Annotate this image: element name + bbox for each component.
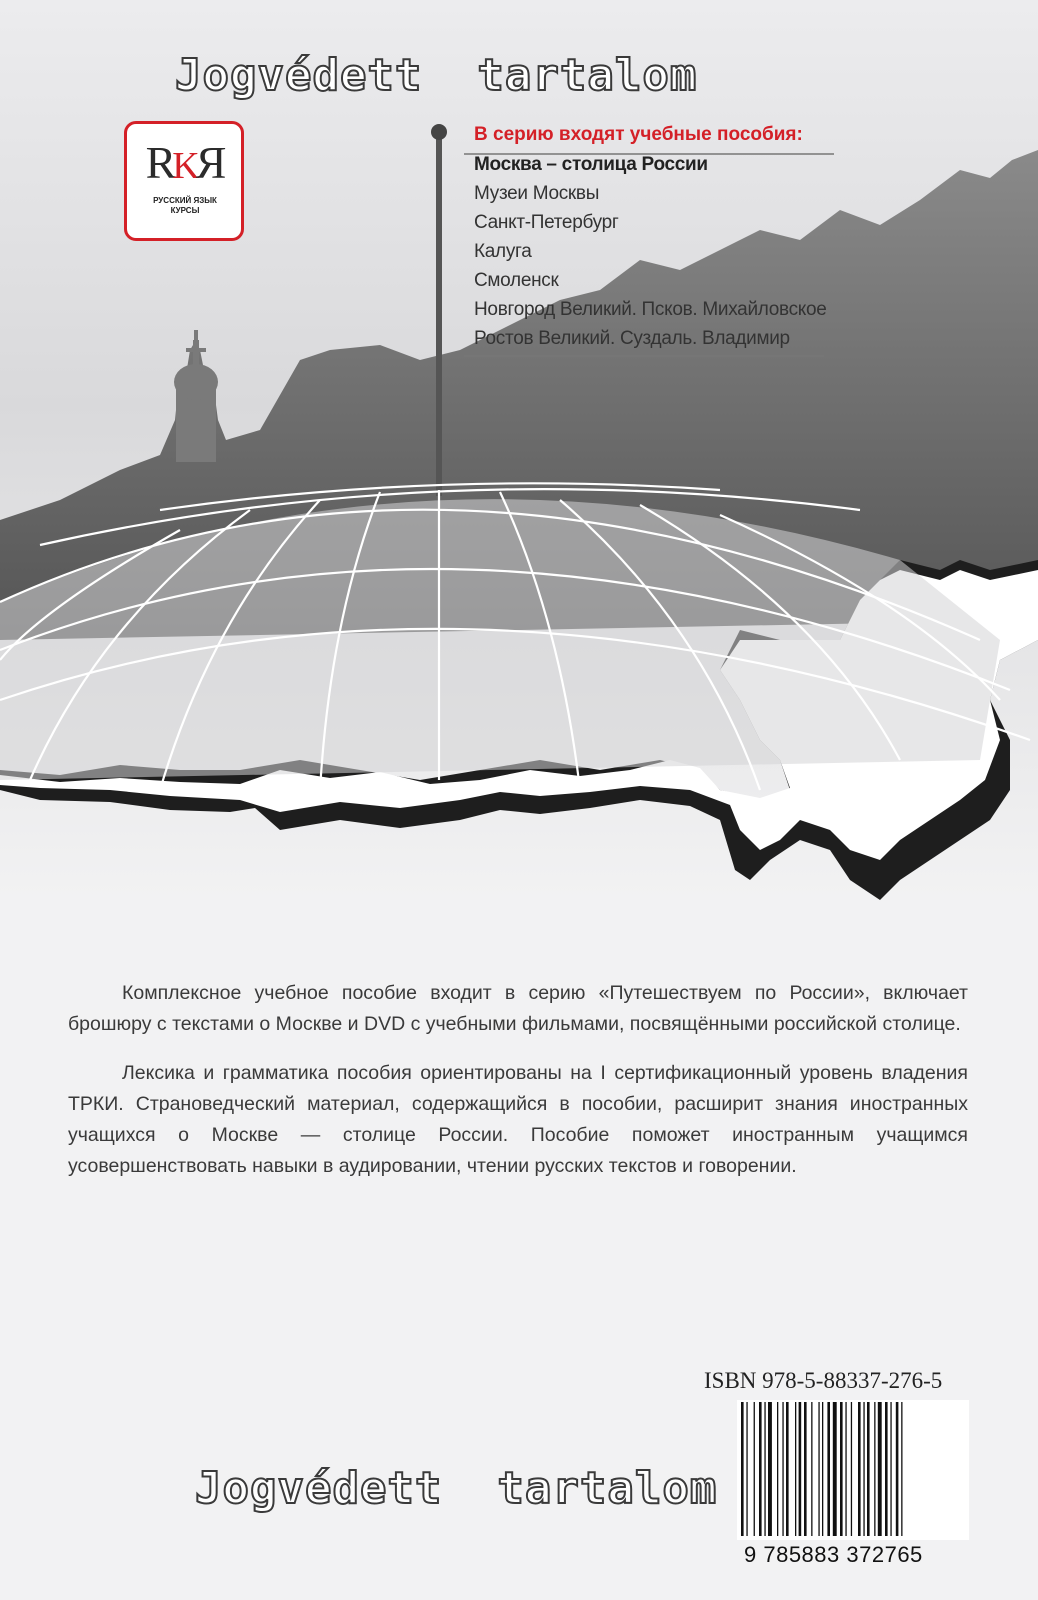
logo-mark	[139, 136, 229, 189]
series-item: Музеи Москвы	[474, 183, 600, 204]
series-heading: В серию входят учебные пособия:	[474, 124, 803, 145]
series-item: Москва – столица России	[474, 154, 708, 175]
series-item: Калуга	[474, 241, 532, 262]
logo-caption-line1: РУССКИЙ ЯЗЫК	[153, 196, 217, 205]
series-item: Санкт-Петербург	[474, 212, 619, 233]
description	[68, 978, 968, 1200]
description-paragraph: Лексика и грамматика пособия ориентированы на I сертификационный уровень владения ТРКИ. Страноведческий материал, содержащийся в пособии, расширит знания иностранных учащихся о Москве — столице России. Пособие поможет иностранным учащимся усовершенствовать навыки в аудировании, чтении русских текстов и говорении.	[68, 1062, 968, 1177]
logo-caption	[135, 196, 235, 216]
logo-letter-mid: K	[172, 145, 196, 187]
logo-letter-right: Я	[195, 137, 223, 188]
series-underlines	[464, 124, 844, 364]
description-paragraph: Комплексное учебное пособие входит в серию «Путешествуем по России», включает брошюру с текстами о Москве и DVD с учебными фильмами, посвящёнными российской столице.	[68, 982, 968, 1035]
logo-caption-line2: КУРСЫ	[170, 206, 200, 215]
series-list-block	[474, 124, 827, 353]
isbn-barcode	[737, 1400, 969, 1540]
isbn-label: ISBN 978-5-88337-276-5	[704, 1368, 943, 1393]
series-item: Смоленск	[474, 270, 559, 291]
watermark-bottom: Jogvédett tartalom	[195, 1463, 718, 1514]
publisher-logo	[124, 121, 244, 241]
logo-letter-left: R	[145, 137, 173, 188]
series-item: Новгород Великий. Псков. Михайловское	[474, 299, 827, 320]
series-item: Ростов Великий. Суздаль. Владимир	[474, 328, 790, 349]
barcode-digits: 9 785883 372765	[744, 1542, 923, 1567]
watermark-top: Jogvédett tartalom	[175, 50, 698, 101]
